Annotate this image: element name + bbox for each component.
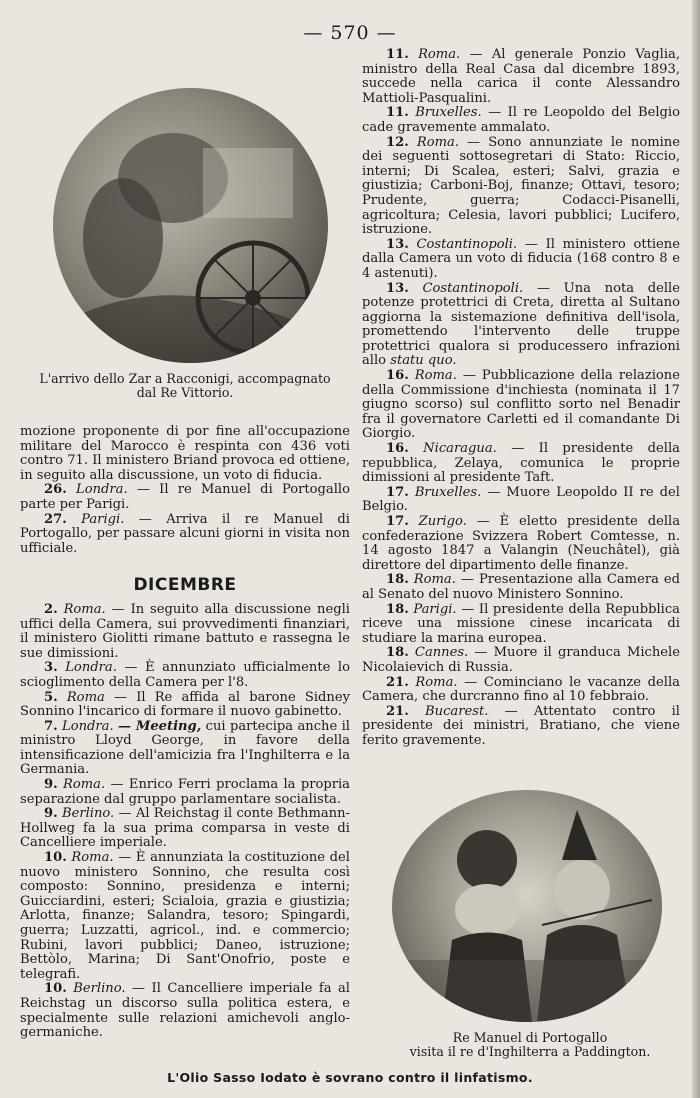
entry-date: 13. <box>386 236 409 252</box>
chronicle-entry <box>362 705 680 749</box>
chronicle-entry <box>20 513 350 557</box>
chronicle-entry <box>20 807 350 851</box>
entry-date: 17. <box>386 514 409 529</box>
left-column <box>20 425 350 1041</box>
entry-date: 11. <box>386 47 409 62</box>
photo-king-manuel <box>392 790 662 1022</box>
chronicle-entry <box>20 603 350 661</box>
entry-place: Parigi. <box>81 511 125 527</box>
page-number: — 570 — <box>303 22 397 44</box>
entry-date: 18. <box>386 601 409 617</box>
entry-place: Londra. <box>76 482 128 498</box>
entry-place: Berlino. <box>61 806 115 822</box>
continued-paragraph: mozione proponente di por fine all'occupazione militare del Marocco è respinta con 436 voti contro 71. Il ministero Briand provoca ed ottiene, in seguito alla discussione, un voto di fiducia. <box>20 424 350 483</box>
entry-place: Bruxelles. <box>414 484 482 500</box>
photo2-caption <box>380 1031 680 1059</box>
entry-text: — Presentazione alla Camera ed al Senato del nuovo Ministero Sonnino. <box>362 572 680 602</box>
entry-place: Londra. <box>62 718 114 734</box>
chronicle-entry <box>362 238 680 282</box>
entry-place: Cannes. <box>414 645 469 661</box>
entry-text: — È annunziato ufficialmente lo scioglimento della Camera per l'8. <box>20 660 350 690</box>
entry-text: — Il presidente della Repubblica riceve una missione cinese incaricata di studiare la marina europea. <box>362 601 680 646</box>
entry-date: 18. <box>386 572 409 588</box>
entry-text: cui partecipa anche il ministro Lloyd George, in favore della intensificazione dell'amicizia fra l'Inghilterra e la Germania. <box>20 718 350 778</box>
entry-place: Roma. <box>415 674 458 690</box>
entry-text: — Attentato contro il presidente dei ministri, Bratiano, che viene ferito gravemente. <box>362 703 680 748</box>
entry-date: 5. <box>44 689 58 705</box>
entry-date: 7. <box>44 718 58 734</box>
entry-date: 18. <box>386 645 409 661</box>
entry-date: 13. <box>386 280 409 296</box>
chronicle-entry <box>362 646 680 675</box>
entry-text: — Pubblicazione della relazione della Commissione d'inchiesta (nominata il 17 giugno scorso) sul conflitto sorto nel Benadir fra il governatore Carletti ed il comandante Di Giorgio. <box>362 368 680 442</box>
page-edge-shadow <box>692 0 700 1098</box>
entry-text: — Al Reichstag il conte Bethmann-Hollweg fa la sua prima comparsa in veste di Cancelliere imperiale. <box>20 806 350 851</box>
entry-text: — Una nota delle potenze protettrici di Creta, diretta al Sultano aggiorna la sistemazione definitiva dell'isola, promettendo l'intervento delle truppe protettrici qualora si producessero infrazioni allo <box>362 280 680 369</box>
entry-place: Roma. <box>63 601 106 617</box>
entry-place: Roma <box>66 689 105 705</box>
entry-text: — Enrico Ferri proclama la propria separazione dal gruppo parlamentare socialista. <box>20 777 350 807</box>
right-column <box>362 48 680 749</box>
chronicle-entry <box>20 851 350 982</box>
entry-text: — Sono annunziate le nomine dei seguenti sottosegretari di Stato: Riccio, interni; Di Scalea, esteri; Salvi, grazia e giustizia; Carboni-Boj, finanze; Ottavi, tesoro; Prudente, guerra; Codacci-Pisanelli, agricoltura; Celesia, lavori pubblici; Lucifero, istruzione. <box>362 134 680 238</box>
entry-text: — Muore Leopoldo II re del Belgio. <box>362 484 680 515</box>
entry-date: 21. <box>386 674 409 690</box>
entry-date: 11. <box>386 105 409 121</box>
chronicle-entry <box>20 982 350 1040</box>
entry-text: — Al generale Ponzio Vaglia, ministro della Real Casa dal dicembre 1893, succede nella carica il conte Alessandro Mattioli-Pasqualini. <box>362 47 680 106</box>
chronicle-entry <box>362 106 680 135</box>
chronicle-entry <box>362 369 680 442</box>
chronicle-entry <box>20 661 350 690</box>
entry-date: 9. <box>44 806 58 822</box>
chronicle-entry <box>362 515 680 573</box>
chronicle-entry <box>362 442 680 486</box>
entry-italic-tail: statu quo. <box>390 353 457 369</box>
entry-place: Londra. <box>65 660 117 676</box>
entry-text: — Il Cancelliere imperiale fa al Reichstag un discorso sulla politica estera, e specialmente sulle relazioni amichevoli anglo-germaniche. <box>20 981 350 1041</box>
entry-text: — Il Re affida al barone Sidney Sonnino l'incarico di formare il nuovo gabinetto. <box>20 689 350 720</box>
chronicle-entry <box>362 486 680 515</box>
chronicle-entry <box>20 778 350 807</box>
entry-date: 3. <box>44 660 58 676</box>
entry-place: Parigi. <box>413 601 457 617</box>
caption-line: dal Re Vittorio. <box>136 385 234 400</box>
entry-text: — Il ministero ottiene dalla Camera un voto di fiducia (168 contro 8 e 4 astenuti). <box>362 236 680 281</box>
entry-date: 10. <box>44 981 67 997</box>
chronicle-entry <box>362 603 680 647</box>
chronicle-entry <box>362 136 680 238</box>
entry-text: — È eletto presidente della confederazione Svizzera Robert Comtesse, n. 14 agosto 1847 a Valangin (Neuchâtel), già direttore del dipartimento delle finanze. <box>362 514 681 573</box>
entry-date: 21. <box>386 703 409 719</box>
entry-place: Costantinopoli. <box>422 280 524 296</box>
entry-date: 10. <box>44 850 67 866</box>
entry-text: — Il re Leopoldo del Belgio cade gravemente ammalato. <box>362 105 680 135</box>
entry-date: 17. <box>386 484 409 500</box>
entry-text: — Il re Manuel di Portogallo parte per Parigi. <box>20 482 350 512</box>
entry-place: Bruxelles. <box>415 105 482 121</box>
entry-date: 2. <box>44 601 58 617</box>
entry-place: Roma. <box>71 850 114 866</box>
photo-tsar-arrival <box>53 88 328 363</box>
caption-line: L'arrivo dello Zar a Racconigi, accompagnato <box>39 371 331 386</box>
entry-place: Costantinopoli. <box>416 236 518 252</box>
entry-text: — È annunziata la costituzione del nuovo ministero Sonnino, che resulta così composto: Sonnino, presidenza e interni; Guicciardini, esteri; Scialoia, grazia e giustizia; Arlotta, finanze; Salandra, tesoro; Spingardi, guerra; Luzzatti, agricol., ind. e commercio; Rubini, lavori pubblici; Daneo, istruzione; Bettòlo, Marina; Di Sant'Onofrio, poste e telegrafi. <box>20 850 350 982</box>
entry-place: Roma. <box>63 777 106 793</box>
chronicle-entry <box>362 676 680 705</box>
entry-place: Roma. <box>413 572 456 588</box>
entry-text: — Arriva il re Manuel di Portogallo, per passare alcuni giorni in visita non ufficiale. <box>20 511 350 556</box>
entry-text: — In seguito alla discussione negli uffici della Camera, sui provvedimenti finanziari, il ministero Giolitti rimane battuto e rassegna le sue dimissioni. <box>20 601 350 661</box>
entry-date: 26. <box>44 482 67 498</box>
entry-date: 12. <box>386 134 409 150</box>
entry-place: Bucarest. <box>425 703 489 719</box>
chronicle-entry <box>20 691 350 720</box>
entry-text: — Cominciano le vacanze della Camera, che durcranno fino al 10 febbraio. <box>362 674 680 705</box>
entry-date: 9. <box>44 777 58 793</box>
chronicle-entry <box>362 573 680 602</box>
entry-date: 16. <box>386 368 409 384</box>
section-heading-month: DICEMBRE <box>133 575 237 596</box>
chronicle-entry <box>362 282 680 370</box>
caption-line: Re Manuel di Portogallo <box>452 1030 608 1045</box>
entry-text: — Muore il granduca Michele Nicolaievich di Russia. <box>362 645 680 675</box>
chronicle-entry <box>20 483 350 512</box>
caption-line: visita il re d'Inghilterra a Paddington. <box>409 1044 651 1059</box>
entry-text: — Il presidente della repubblica, Zelaya, comunica le proprie dimissioni al presidente Taft. <box>362 441 680 486</box>
chronicle-entry <box>20 720 350 778</box>
chronicle-entry <box>362 48 680 106</box>
entry-place: Zurigo. <box>418 514 467 529</box>
entry-place: Berlino. <box>73 981 126 997</box>
entry-place: Nicaragua. <box>423 441 497 457</box>
entry-place: Roma. <box>418 47 461 62</box>
footer-advertisement: L'Olio Sasso Iodato è sovrano contro il linfatismo. <box>167 1070 533 1085</box>
entry-emphasis: — Meeting, <box>118 718 202 734</box>
entry-date: 27. <box>44 511 67 527</box>
entry-place: Roma. <box>414 368 457 384</box>
photo1-caption <box>20 372 350 400</box>
entry-place: Roma. <box>416 134 459 150</box>
entry-date: 16. <box>386 441 409 457</box>
